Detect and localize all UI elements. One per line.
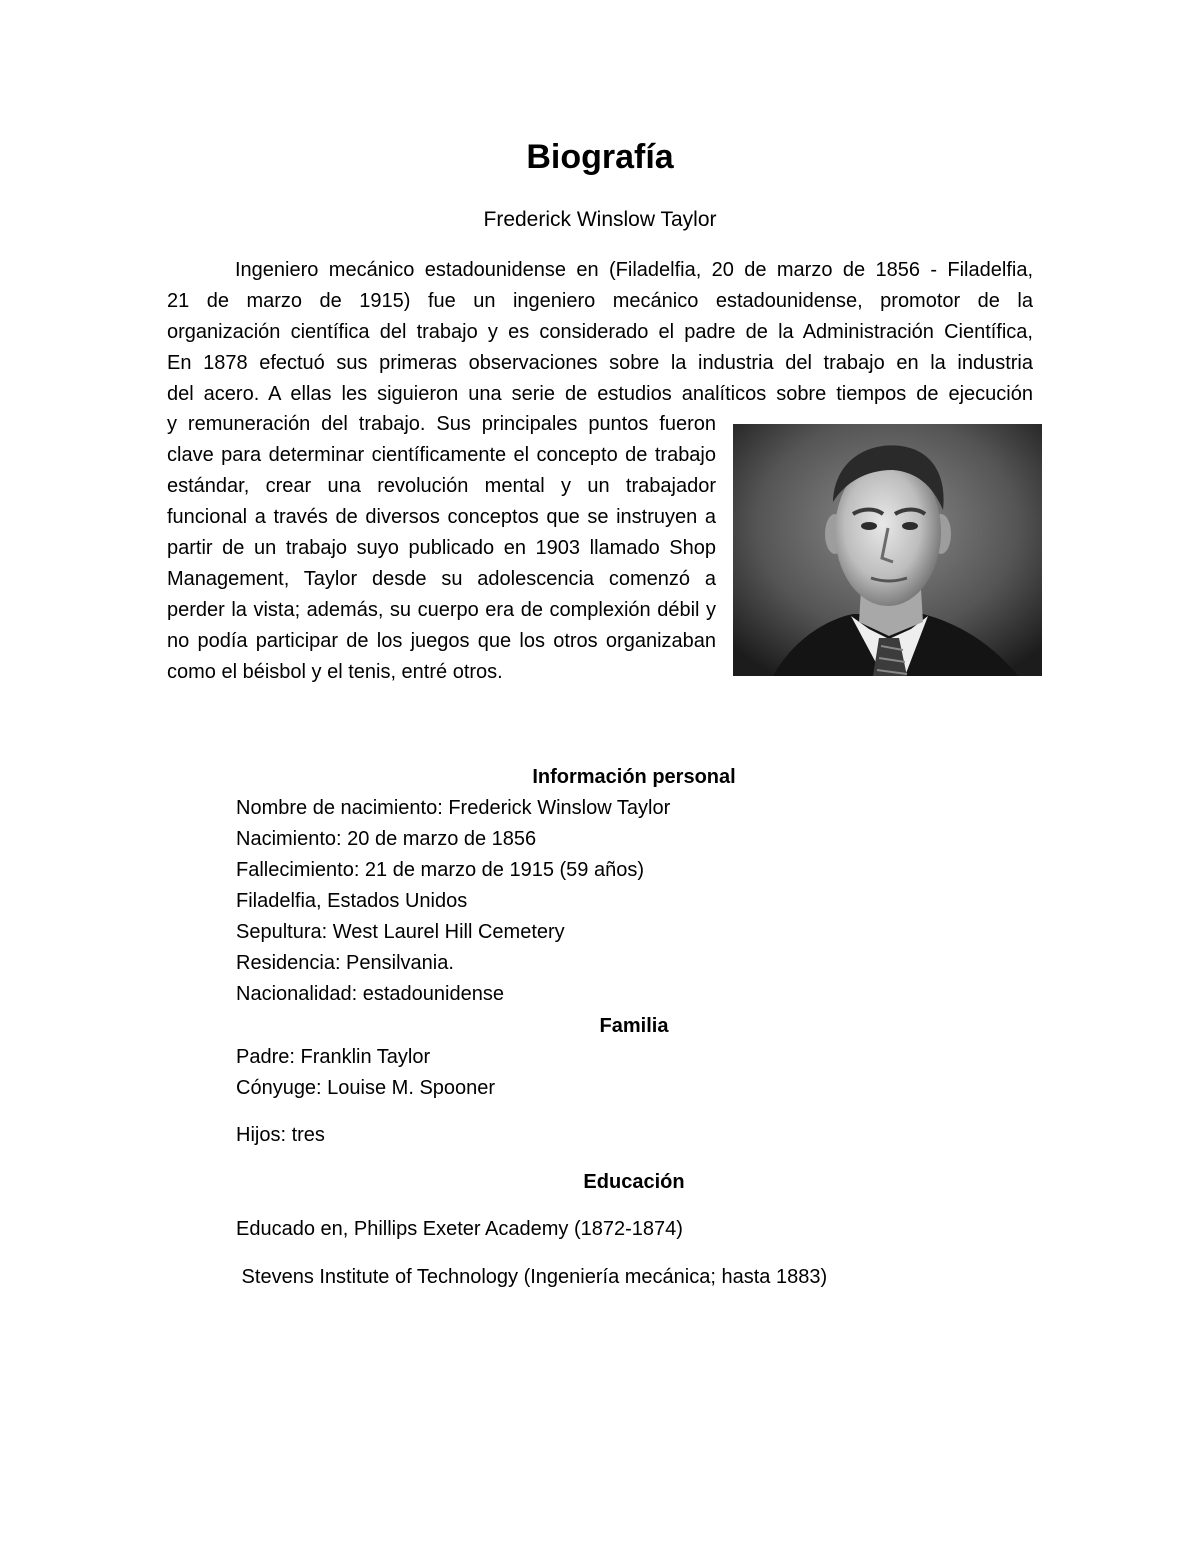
section-heading-personal: Información personal [532, 766, 736, 788]
info-father: Padre: Franklin Taylor [236, 1046, 431, 1068]
paragraph-line: 21 de marzo de 1915) fue un ingeniero mecánico estadounidense, promotor de la [167, 290, 1033, 312]
section-heading-family: Familia [599, 1015, 669, 1037]
info-birth-name: Nombre de nacimiento: Frederick Winslow Taylor [236, 797, 671, 819]
info-spouse: Cónyuge: Louise M. Spooner [236, 1077, 496, 1099]
biography-paragraph-continued: y remuneración del trabajo. Sus principales puntos fueron clave para determinar científicamente el concepto de trabajo estándar, crear una revolución mental y un trabajador funcional a través de diversos conceptos que se instruyen a partir de un trabajo suyo publicado en 1903 llamado Shop Management, Taylor desde su adolescencia comenzó a perder la vista; además, su cuerpo era de complexión débil y no podía participar de los juegos que los otros organizaban como el béisbol y el tenis, entré otros. [167, 413, 716, 683]
info-death-place: Filadelfia, Estados Unidos [236, 890, 468, 912]
info-burial: Sepultura: West Laurel Hill Cemetery [236, 921, 565, 943]
info-nationality: Nacionalidad: estadounidense [236, 983, 504, 1005]
info-children: Hijos: tres [236, 1124, 325, 1146]
paragraph-line: organización científica del trabajo y es considerado el padre de la Administración Científica, [167, 321, 1033, 343]
paragraph-line: En 1878 efectuó sus primeras observaciones sobre la industria del trabajo en la industria [167, 352, 1033, 374]
info-residence: Residencia: Pensilvania. [236, 952, 454, 974]
paragraph-line: Ingeniero mecánico estadounidense en (Filadelfia, 20 de marzo de 1856 - Filadelfia, [235, 259, 1033, 281]
section-heading-education: Educación [583, 1171, 685, 1193]
biography-paragraph [167, 255, 1033, 410]
info-education-school: Educado en, Phillips Exeter Academy (1872-1874) [236, 1218, 683, 1240]
info-birth-date: Nacimiento: 20 de marzo de 1856 [236, 828, 537, 850]
info-education-university: Stevens Institute of Technology (Ingeniería mecánica; hasta 1883) [236, 1266, 828, 1288]
info-death-date: Fallecimiento: 21 de marzo de 1915 (59 años) [236, 859, 645, 881]
portrait-photo [733, 424, 1042, 676]
page-subtitle: Frederick Winslow Taylor [483, 208, 717, 231]
paragraph-line: del acero. A ellas les siguieron una serie de estudios analíticos sobre tiempos de ejecución [167, 383, 1033, 405]
page-title: Biografía [526, 138, 674, 176]
